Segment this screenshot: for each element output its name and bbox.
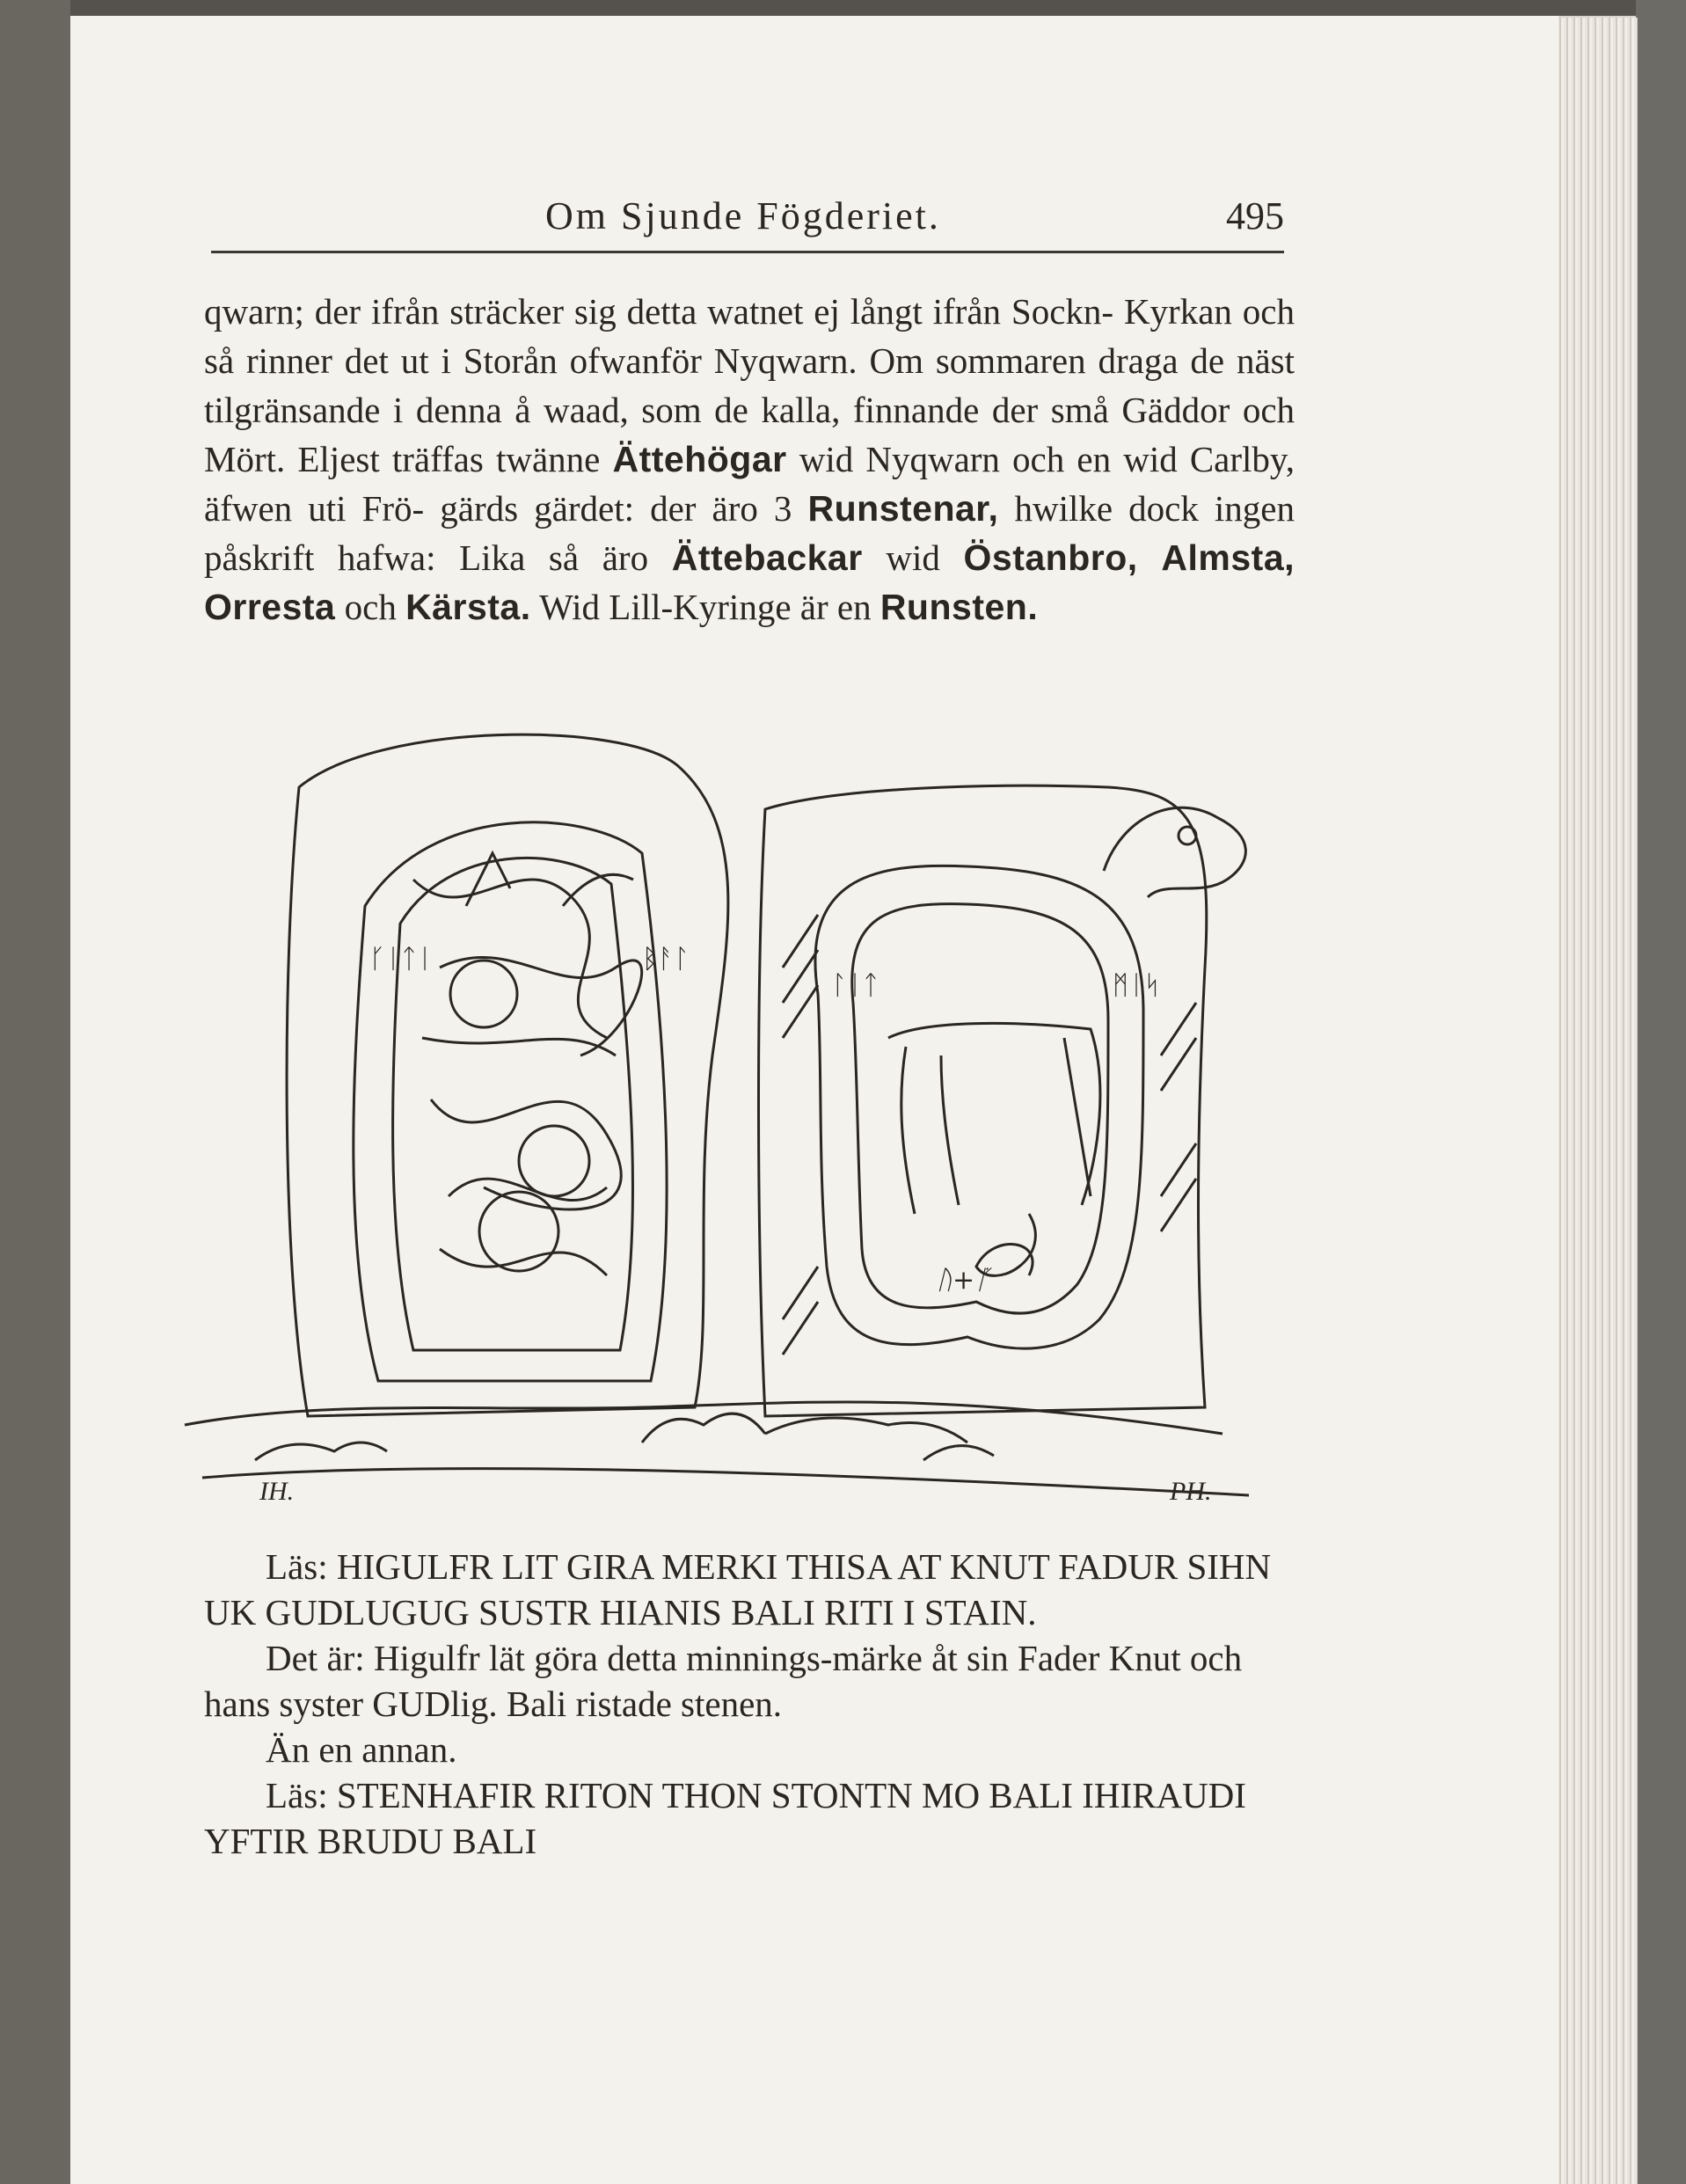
body-line: hwilke dock ingen påskrift [204,488,1295,578]
svg-text:ᛗᛁᛋ: ᛗᛁᛋ [1113,970,1160,1001]
bold-term: Ättehögar [612,439,787,479]
body-line: sommaren draga de näst tilgränsande i denna å waad, som de [204,340,1296,430]
body-line: och [344,587,406,627]
caption-paragraph: Det är: Higulfr lät göra detta minnings-märke åt sin Fader Knut och hans syster GUDlig. Bali ristade stenen. [204,1638,1243,1724]
body-line: wid Nyqwarn och en wid Carlby, äfwen uti Frö- [204,439,1296,529]
bold-term: Kärsta. [405,587,531,627]
caption-block [204,1544,1295,1864]
svg-text:ᛒᚨᛚ: ᛒᚨᛚ [642,944,690,975]
book-cover-right [1636,0,1686,2184]
bold-term: Runstenar, [807,488,999,529]
signature-left: IH. [259,1477,295,1506]
caption-paragraph: Läs: HIGULFR LIT GIRA MERKI THISA AT KNUT FADUR SIHN UK GUDLUGUG SUSTR HIANIS BALI RITI I STAIN. [204,1546,1272,1633]
book-cover-left [0,0,70,2184]
body-line: hafwa: Lika så äro [337,537,672,578]
body-line: wid [862,537,964,578]
body-line: qwarn; der ifrån sträcker sig detta watnet ej långt ifrån Sockn- [204,291,1114,332]
running-header [211,194,1284,255]
body-line: Wid Lill-Kyringe är en [530,587,880,627]
bold-term: Ättebackar [671,537,863,578]
body-line: gärds gärdet: der äro 3 [440,488,808,529]
page-edges [1557,18,1638,2184]
body-line: Kyrkan och så rinner det ut i Storån ofwanför Nyqwarn. Om [204,291,1295,381]
page-number: 495 [1226,194,1284,237]
runestone-illustration [150,704,1293,1508]
header-rule [211,251,1284,253]
caption-paragraph: Läs: STENHAFIR RITON THON STONTN MO BALI IHIRAUDI YFTIR BRUDU BALI [204,1775,1246,1861]
bold-term: Runsten. [879,587,1039,627]
caption-paragraph: Än en annan. [266,1729,457,1770]
body-line: kalla, finnande der små Gäddor och Mört. Eljest träffas twänne [204,390,1296,479]
signature-right: PH. [1170,1477,1212,1506]
svg-text:ᚴᛁᛏᛁ: ᚴᛁᛏᛁ [369,944,433,975]
right-stone [759,785,1207,1416]
body-paragraph [204,287,1295,632]
book-cover-top [0,0,1686,16]
svg-text:ᛚᛁᛏ: ᛚᛁᛏ [831,970,879,1001]
bold-term: Östanbro, Almsta, Orresta [204,537,1296,627]
chapter-title: Om Sjunde Fögderiet. [545,194,941,237]
stone-inscription: ᚢ+ᚵ [937,1265,991,1296]
